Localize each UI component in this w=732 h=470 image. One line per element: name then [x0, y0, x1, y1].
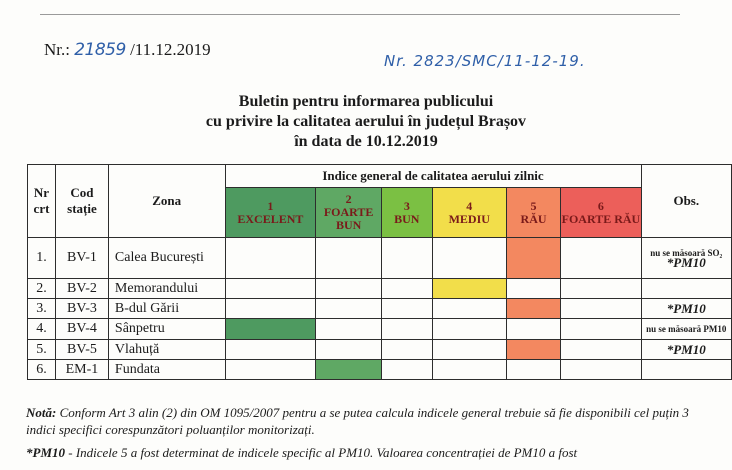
level-cell-5 — [506, 279, 560, 299]
level-cell-3 — [381, 360, 432, 380]
nr-handwritten: 21859 — [74, 40, 126, 60]
station-zone: Memorandului — [108, 279, 225, 299]
pm10-note-text: - Indicele 5 a fost determinat de indicele specific al PM10. Valoarea concentrației de PM10 a fost — [65, 445, 578, 460]
observation-cell — [641, 360, 731, 380]
station-code: EM-1 — [55, 360, 108, 380]
note-label: Notă: — [26, 405, 57, 420]
registration-number — [44, 40, 211, 60]
title-line-3: în data de 10.12.2019 — [294, 133, 438, 150]
level-cell-5 — [506, 319, 560, 340]
level-cell-1 — [225, 340, 316, 360]
level-cell-3 — [381, 319, 432, 340]
observation-cell — [641, 319, 731, 340]
pm10-note — [26, 444, 726, 461]
col-obs-header: Obs. — [641, 165, 731, 238]
note-paragraph — [26, 404, 716, 438]
station-code: BV-2 — [55, 279, 108, 299]
station-zone: Calea București — [108, 238, 225, 279]
air-quality-table — [27, 164, 732, 380]
observation-cell — [641, 238, 731, 279]
table-row — [28, 299, 732, 319]
level-cell-2 — [316, 340, 382, 360]
level-cell-4 — [432, 360, 506, 380]
level-cell-4 — [432, 340, 506, 360]
title-line-2: cu privire la calitatea aerului în județul Brașov — [205, 113, 527, 130]
station-zone: Fundata — [108, 360, 225, 380]
level-header-4 — [432, 188, 506, 238]
level-number: 3 — [403, 198, 410, 213]
nr-label: Nr.: — [44, 40, 70, 59]
level-cell-2 — [316, 279, 382, 299]
level-number: 6 — [597, 198, 604, 213]
observation-cell — [641, 299, 731, 319]
bulletin-title — [0, 92, 732, 152]
level-cell-6 — [561, 340, 641, 360]
table-row — [28, 238, 732, 279]
level-header-5 — [506, 188, 560, 238]
level-cell-6 — [561, 360, 641, 380]
level-cell-5 — [506, 299, 560, 319]
col-cod-header: Cod stație — [55, 165, 108, 238]
nr-second-handwritten: Nr. 2823/SMC/11-12-19. — [384, 52, 586, 70]
row-number: 6. — [28, 360, 56, 380]
row-number: 5. — [28, 340, 56, 360]
station-zone: Vlahuță — [108, 340, 225, 360]
level-label: MEDIU — [448, 211, 490, 226]
level-cell-6 — [561, 238, 641, 279]
observation-cell — [641, 279, 731, 299]
pm10-marker: *PM10 — [666, 300, 706, 316]
title-line-1: Buletin pentru informarea publicului — [238, 93, 494, 110]
station-code: BV-4 — [55, 319, 108, 340]
station-code: BV-5 — [55, 340, 108, 360]
level-cell-5 — [506, 340, 560, 360]
row-number: 2. — [28, 279, 56, 299]
level-number: 4 — [466, 198, 473, 213]
level-cell-1 — [225, 299, 316, 319]
level-number: 1 — [267, 198, 274, 213]
level-cell-3 — [381, 279, 432, 299]
level-cell-2 — [316, 319, 382, 340]
level-cell-2 — [316, 299, 382, 319]
level-label: RĂU — [520, 211, 547, 226]
level-cell-3 — [381, 238, 432, 279]
level-cell-1 — [225, 360, 316, 380]
level-cell-5 — [506, 238, 560, 279]
table-row — [28, 340, 732, 360]
station-zone: B-dul Gării — [108, 299, 225, 319]
level-cell-1 — [225, 238, 316, 279]
pm10-note-label: *PM10 — [26, 445, 65, 460]
row-number: 1. — [28, 238, 56, 279]
level-cell-5 — [506, 360, 560, 380]
table-row — [28, 319, 732, 340]
row-number: 4. — [28, 319, 56, 340]
col-zona-header: Zona — [108, 165, 225, 238]
level-cell-6 — [561, 299, 641, 319]
level-header-2 — [316, 188, 382, 238]
level-cell-1 — [225, 319, 316, 340]
level-cell-4 — [432, 299, 506, 319]
level-label: BUN — [394, 211, 420, 226]
level-number: 2 — [345, 192, 352, 206]
observation-note: nu se măsoară PM10 — [646, 324, 727, 334]
station-zone: Sânpetru — [108, 319, 225, 340]
nr-date: /11.12.2019 — [130, 40, 211, 59]
level-cell-1 — [225, 279, 316, 299]
level-number: 5 — [530, 198, 537, 213]
pm10-marker: *PM10 — [666, 341, 706, 357]
level-label: FOARTE BUN — [323, 205, 374, 232]
level-cell-6 — [561, 319, 641, 340]
row-number: 3. — [28, 299, 56, 319]
station-code: BV-3 — [55, 299, 108, 319]
col-nr-header: Nr crt — [28, 165, 56, 238]
level-cell-3 — [381, 340, 432, 360]
level-cell-4 — [432, 238, 506, 279]
level-header-1 — [225, 188, 316, 238]
observation-note: nu se măsoară SO₂ — [650, 248, 723, 258]
station-code: BV-1 — [55, 238, 108, 279]
level-cell-4 — [432, 279, 506, 299]
level-cell-6 — [561, 279, 641, 299]
level-cell-2 — [316, 360, 382, 380]
level-label: EXCELENT — [237, 211, 304, 226]
level-header-6 — [561, 188, 641, 238]
observation-cell — [641, 340, 731, 360]
table-row — [28, 279, 732, 299]
table-row — [28, 360, 732, 380]
level-cell-2 — [316, 238, 382, 279]
top-rule — [40, 14, 680, 15]
pm10-marker: *PM10 — [666, 255, 706, 270]
note-text: Conform Art 3 alin (2) din OM 1095/2007 pentru a se putea calcula indicele general trebuie să fie disponibili cel puțin 3 indici specifici corespunzători poluanților monitorizați. — [26, 405, 689, 437]
level-header-3 — [381, 188, 432, 238]
level-cell-4 — [432, 319, 506, 340]
level-label: FOARTE RĂU — [561, 211, 641, 226]
level-cell-3 — [381, 299, 432, 319]
col-indice-header: Indice general de calitatea aerului zilnic — [225, 165, 641, 188]
